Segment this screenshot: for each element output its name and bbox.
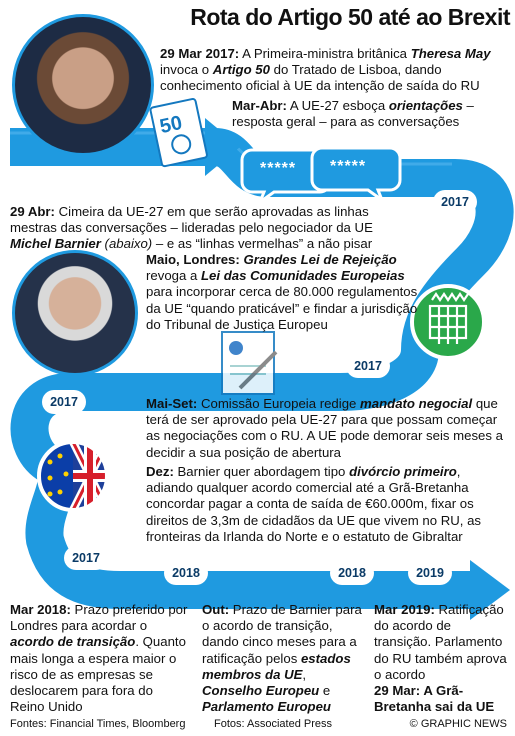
event-mar-abr: Mar-Abr: A UE-27 esboça orientações – resposta geral – para as conversações xyxy=(232,98,474,130)
year-marker-2018-b: 2018 xyxy=(330,561,374,585)
footer-sources: Fontes: Financial Times, Bloomberg xyxy=(10,718,186,730)
event-29-mar-2017: 29 Mar 2017: A Primeira-ministra britânica Theresa May invoca o Artigo 50 do Tratado de Lisboa, dando conhecimento oficial à UE da intenção de saída do RU xyxy=(160,46,491,94)
footer-credit: © GRAPHIC NEWS xyxy=(409,718,507,730)
event-maio-londres: Maio, Londres: Grandes Lei de Rejeição revoga a Lei das Comunidades Europeias para incorporar cerca de 80.000 regulamentos da UE “quando praticável” e findar a jurisdição do Tribunal de Justiça Europeu xyxy=(146,252,418,332)
event-mai-set: Mai-Set: Comissão Europeia redige mandato negocial que terá de ser aprovado pela UE-27 para que possam começar as negociações com o RU. A UE pode demorar seis meses a decidir a sua posição de abertura xyxy=(146,396,503,460)
michel-barnier-photo xyxy=(12,250,138,376)
page-title: Rota do Artigo 50 até ao Brexit xyxy=(190,4,510,30)
footer-photos: Fotos: Associated Press xyxy=(214,718,332,730)
event-dez: Dez: Barnier quer abordagem tipo divórcio primeiro, adiando qualquer acordo comercial até a Grã-Bretanha concordar pagar a conta de saída de €60.000m, fixar os direitos de 3,3m de cidadãos da UE que vivem no RU, as fronteiras da Irlanda do Norte e o estatuto de Gibraltar xyxy=(146,464,481,544)
year-marker-2017-d: 2017 xyxy=(64,546,108,570)
event-mar-2019: Mar 2019: Ratificação do acordo de transição. Parlamento do RU também aprova o acordo 29 Mar: A Grã-Bretanha sai da UE xyxy=(374,602,507,715)
event-out: Out: Prazo de Barnier para o acordo de transição, dando cinco meses para a ratificação pelos estados membros da UE, Conselho Europeu e Parlamento Europeu xyxy=(202,602,362,715)
event-mar-2018: Mar 2018: Prazo preferido por Londres para acordar o acordo de transição. Quanto mais longa a espera maior o risco de as empresas se deslocarem para fora do Reino Unido xyxy=(10,602,188,715)
speech-bubble-stars-2: ***** xyxy=(330,158,367,175)
theresa-may-photo xyxy=(12,14,154,156)
document-pen-icon xyxy=(222,332,276,394)
article-50-badge-label: 50 xyxy=(157,111,185,139)
year-marker-2017-a: 2017 xyxy=(433,190,477,214)
speech-bubble-stars-1: ***** xyxy=(260,160,297,177)
year-marker-2018-a: 2018 xyxy=(164,561,208,585)
year-marker-2019: 2019 xyxy=(408,561,452,585)
year-marker-2017-b: 2017 xyxy=(346,354,390,378)
event-29-abr: 29 Abr: Cimeira da UE-27 em que serão aprovadas as linhas mestras das conversações – lideradas pelo negociador da UE Michel Barnier (abaixo) – e as “linhas vermelhas” a não pisar xyxy=(10,204,373,252)
year-marker-2017-c: 2017 xyxy=(42,390,86,414)
eu-uk-flag-icon xyxy=(39,442,107,510)
